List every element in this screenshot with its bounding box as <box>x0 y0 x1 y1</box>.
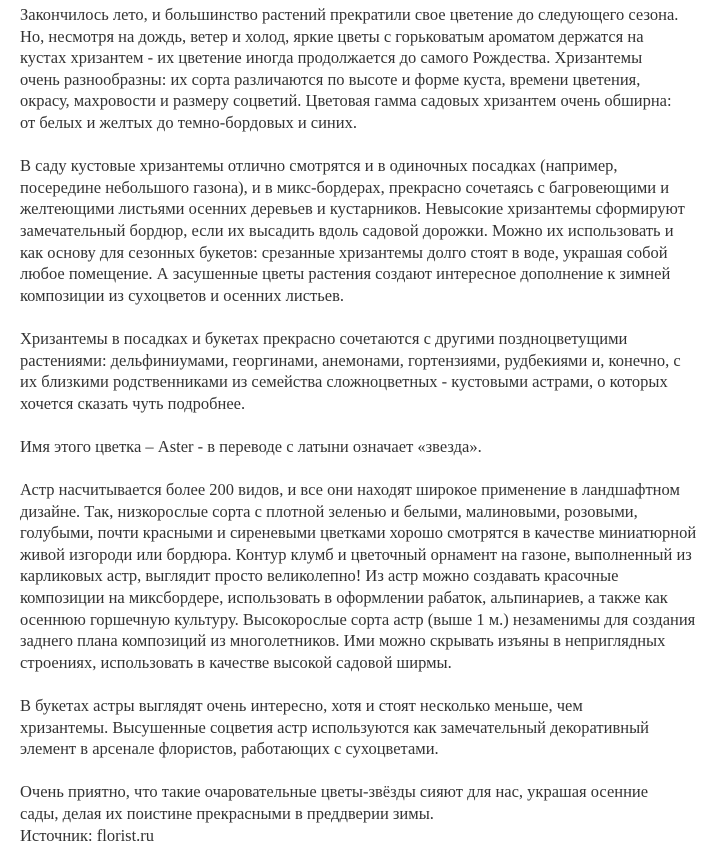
paragraph-closing: Очень приятно, что такие очаровательные цветы-звёзды сияют для нас, украшая осенние сады, делая их поистине прекрасными в преддверии зимы. <box>20 782 649 823</box>
paragraph-aster-species: Астр насчитывается более 200 видов, и все они находят широкое применение в ландшафтном дизайне. Так, низкорослые сорта с плотной зеленью и белыми, малиновыми, розовыми, голубыми, почти красными и сиреневыми цветками хорошо смотрятся в качестве миниатюрной живой изгороди или бордюра. Контур клумб и цветочный орнамент на газоне, выполненный из карликовых астр, выглядит просто великолепно! Из астр можно создавать красочные композиции на миксбордере, использовать в оформлении рабаток, альпинариев, а также как осеннюю горшечную культуру. Высокорослые сорта астр (выше 1 м.) незаменимы для создания заднего плана композиций из многолетников. Ими можно скрывать изъяны в неприглядных строениях, использовать в качестве высокой садовой ширмы. <box>20 480 697 672</box>
paragraph-aster-name: Имя этого цветка – Aster - в переводе с латыни означает «звезда». <box>20 436 482 456</box>
paragraph-chrysanthemum-garden: В саду кустовые хризантемы отлично смотрятся и в одиночных посадках (например, посередине небольшого газона), и в микс-бордерах, прекрасно сочетаясь с багровеющими и желтеющими листьями осенних деревьев и кустарников. Невысокие хризантемы сформируют замечательный бордюр, если их высадить вдоль садовой дорожки. Можно их использовать и как основу для сезонных букетов: срезанные хризантемы долго стоят в воде, украшая собой любое помещение. А засушенные цветы растения создают интересное дополнение к зимней композиции из сухоцветов и осенних листьев. <box>20 156 685 305</box>
paragraph-aster-bouquets: В букетах астры выглядят очень интересно, хотя и стоят несколько меньше, чем хризантемы. Высушенные соцветия астр используются как замечательный декоративный элемент в арсенале флористов, работающих с сухоцветами. <box>20 696 650 759</box>
paragraph-chrysanthemum-intro: Закончилось лето, и большинство растений прекратили свое цветение до следующего сезона. Но, несмотря на дождь, ветер и холод, яркие цветы с горьковатым ароматом держатся на кустах хризантем - их цветение иногда продолжается до самого Рождества. Хризантемы очень разнообразны: их сорта различаются по высоте и форме куста, времени цветения, окрасу, махровости и размеру соцветий. Цветовая гамма садовых хризантем очень обширна: от белых и желтых до темно-бордовых и синих. <box>20 5 679 132</box>
source-credit: Источник: florist.ru <box>20 825 155 845</box>
paragraph-companion-plants: Хризантемы в посадках и букетах прекрасно сочетаются с другими поздноцветущими растениями: дельфиниумами, георгинами, анемонами, гортензиями, рудбекиями и, конечно, с их близкими родственниками из семейства сложноцветных - кустовыми астрами, о которых хочется сказать чуть подробнее. <box>20 328 681 413</box>
